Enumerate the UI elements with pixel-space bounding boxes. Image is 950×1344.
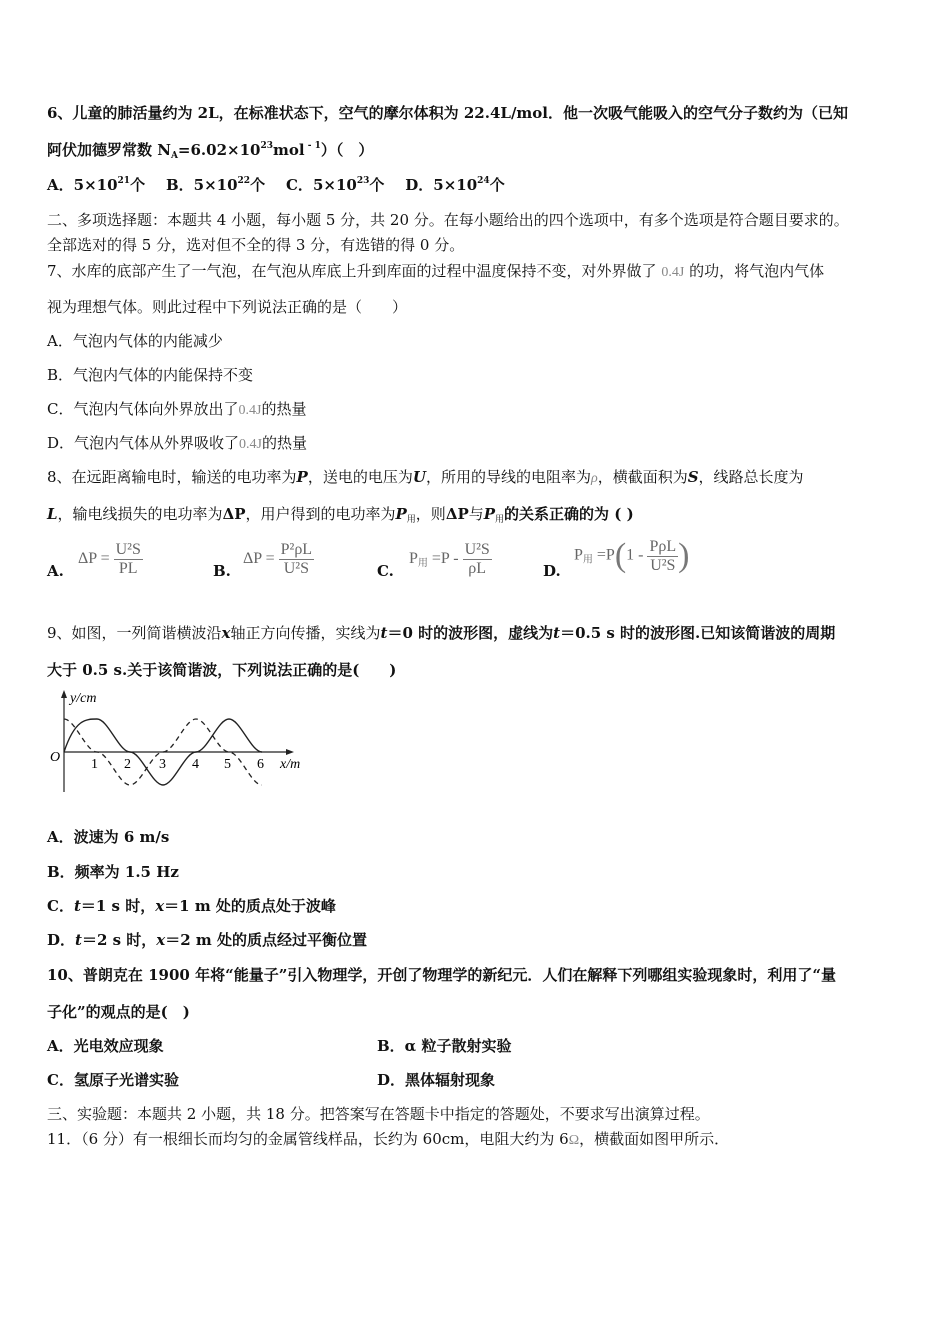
q8-line-1: 8、在远距离输电时，输送的电功率为P，送电的电压为U，所用的导线的电阻率为ρ，横截面积为S，线路总长度为: [47, 468, 804, 486]
graph-tick-4: 4: [192, 757, 199, 772]
q6-answer-paren: ）（ ）: [320, 141, 374, 159]
q9-line-2: 大于 0.5 s.关于该简谐波，下列说法正确的是( ): [47, 661, 397, 679]
q7-option-d-value: 0.4J: [239, 437, 262, 452]
q8-option-d-label: D.: [543, 562, 561, 580]
q8-formula-b: ΔP = $\frac{\text{P²ρL}}{\text{U²S}}$: [243, 541, 313, 577]
graph-x-label: x/m: [280, 757, 301, 772]
q6-option-a: A．$5\times 10^{21}$个: [47, 176, 146, 194]
q9-option-c: C．t＝1 s 时，x＝1 m 处的质点处于波峰: [47, 897, 336, 915]
x-axis-arrow: [286, 749, 294, 755]
section2-heading-2: 全部选对的得 5 分，选对但不全的得 3 分，有选错的得 0 分。: [47, 236, 465, 254]
q7-option-c: C．气泡内气体向外界放出了0.4J的热量: [47, 400, 307, 418]
q7-line-2: 视为理想气体。则此过程中下列说法正确的是（ ）: [47, 298, 408, 316]
q6-avogadro-unit-exp: - 1: [304, 141, 321, 151]
q8-formula-c: $P_用 =P$ - $\frac{\text{U²S}}{\rho L}$: [409, 541, 490, 577]
q7-option-a: A．气泡内气体的内能减少: [47, 332, 223, 350]
q11-omega: Ω: [568, 1133, 580, 1148]
q7-option-c-value: 0.4J: [238, 403, 262, 418]
q8-option-a-label: A.: [47, 562, 64, 580]
q7-option-d: D．气泡内气体从外界吸收了0.4J的热量: [47, 434, 307, 452]
section2-heading-1: 二、多项选择题：本题共 4 小题，每小题 5 分，共 20 分。在每小题给出的四个选项中，有多个选项是符合题目要求的。: [47, 211, 849, 229]
q6-option-b: B．$5\times 10^{22}$个: [165, 176, 266, 194]
q6-avogadro-value: =6.02×10: [177, 141, 261, 159]
q6-options: [47, 174, 505, 195]
graph-tick-1: 1: [91, 757, 98, 772]
q8-line-2: L，输电线损失的电功率为ΔP，用户得到的电功率为$P_用$，则ΔP与$P_用$的关系正确的为 ( ): [47, 505, 634, 525]
q6-line-1: 6、儿童的肺活量约为 2L，在标准状态下，空气的摩尔体积为 22.4L/mol．他一次吸气能吸入的空气分子数约为（已知: [47, 104, 849, 122]
q8-var-rho: ρ: [590, 471, 598, 486]
q10-option-b: B．α 粒子散射实验: [377, 1037, 512, 1055]
y-axis-arrow: [61, 690, 67, 698]
q7-line-1: 7、水库的底部产生了一气泡，在气泡从库底上升到库面的过程中温度保持不变，对外界做了 0.4J 的功，将气泡内气体: [47, 262, 825, 280]
q8-var-u: U: [412, 468, 426, 486]
q6-option-c: C．$5\times 10^{23}$个: [285, 176, 385, 194]
q9-wave-graph: [44, 686, 314, 798]
q10-line-1: 10、普朗克在 1900 年将“能量子”引入物理学，开创了物理学的新纪元．人们在解释下列哪组实验现象时，利用了“量: [47, 966, 836, 984]
q9-option-d: D．t＝2 s 时，x＝2 m 处的质点经过平衡位置: [47, 931, 367, 949]
graph-tick-5: 5: [224, 757, 231, 772]
q6-option-d: D．$5\times 10^{24}$个: [405, 176, 505, 194]
q8-var-l: L: [47, 505, 58, 523]
q8-var-s: S: [687, 468, 699, 486]
q7-work-value: 0.4J: [661, 265, 685, 280]
q9-option-a: A．波速为 6 m/s: [47, 828, 170, 846]
q7-option-b: B．气泡内气体的内能保持不变: [47, 366, 254, 384]
q10-option-a: A．光电效应现象: [47, 1037, 164, 1055]
q9-line-1: 9、如图，一列简谐横波沿x轴正方向传播，实线为t＝0 时的波形图，虚线为t＝0.5 s 时的波形图.已知该简谐波的周期: [47, 624, 836, 642]
q8-option-c-label: C.: [377, 562, 394, 580]
q6-avogadro-unit: mol: [273, 141, 305, 159]
q6-line-2: [47, 139, 373, 160]
q10-option-c: C．氢原子光谱实验: [47, 1071, 179, 1089]
q6-avogadro-sub: A: [170, 151, 178, 161]
q10-option-d: D．黑体辐射现象: [377, 1071, 496, 1089]
q6-avogadro-exp: 23: [260, 141, 273, 151]
q8-formula-d: $P_用 =P(1$ - $\frac{\text{PρL}}{\text{U²S}}$ ): [574, 537, 690, 574]
q8-formula-a: ΔP = $\frac{\text{U²S}}{PL}$: [78, 541, 141, 577]
q8-var-dp: ΔP: [222, 505, 246, 523]
q8-var-p: P: [296, 468, 308, 486]
q8-option-b-label: B.: [213, 562, 231, 580]
q11-line-1: 11．（6 分）有一根细长而均匀的金属管线样品，长约为 60cm，电阻大约为 6Ω，横截面如图甲所示．: [47, 1130, 730, 1148]
graph-tick-6: 6: [257, 757, 264, 772]
q9-option-b: B．频率为 1.5 Hz: [47, 863, 179, 881]
section3-heading: 三、实验题：本题共 2 小题，共 18 分。把答案写在答题卡中指定的答题处，不要求写出演算过程。: [47, 1105, 710, 1123]
graph-tick-3: 3: [159, 757, 166, 772]
q10-line-2: 子化”的观点的是( ): [47, 1003, 190, 1021]
graph-y-label: y/cm: [70, 691, 97, 706]
q6-avogadro-prefix: 阿伏加德罗常数 N: [47, 141, 171, 159]
graph-origin-label: O: [50, 750, 61, 765]
graph-tick-2: 2: [124, 757, 131, 772]
